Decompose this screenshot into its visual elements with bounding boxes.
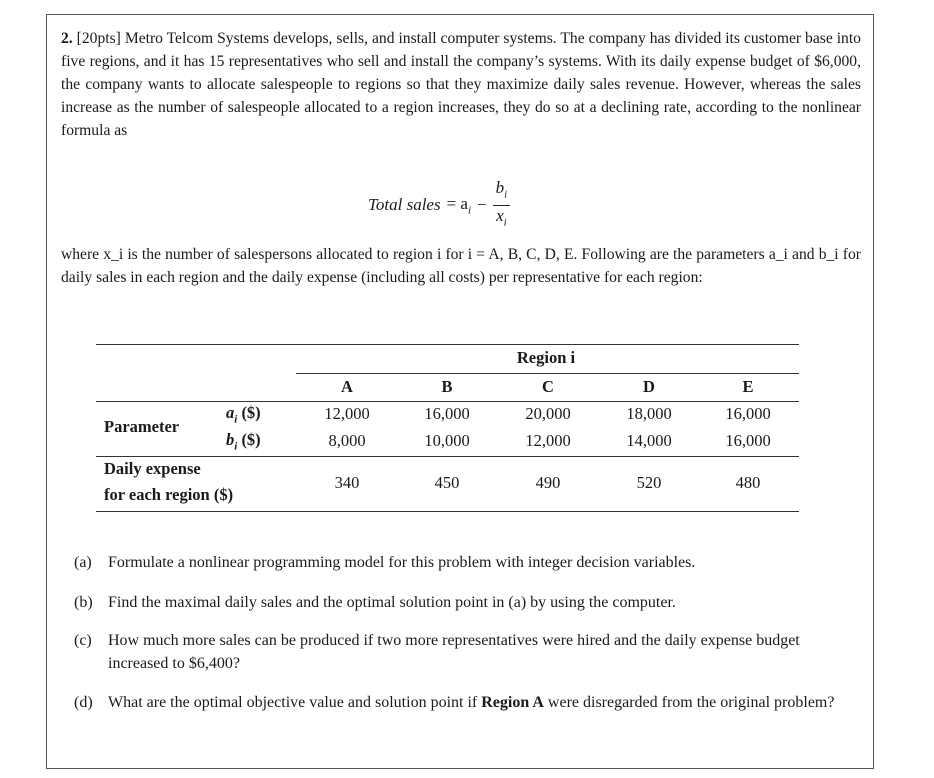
region-c-header: C (542, 377, 554, 396)
params-text: where x_i is the number of salespersons allocated to region i for i = A, B, C, D, E. Following are the parameters a_i and b_i for daily sales in each region and the daily expense (including all costs) per representative for each region: (61, 246, 861, 286)
region-rule (296, 373, 799, 374)
question-a: (a) Formulate a nonlinear programming model for this problem with integer decision variables. (74, 554, 696, 571)
expense-value-b: 450 (434, 473, 460, 492)
a-value-b: 16,000 (424, 404, 470, 423)
b-value-d: 14,000 (626, 431, 672, 450)
a-value-e: 16,000 (725, 404, 771, 423)
expense-label-line1: Daily expense (104, 459, 201, 478)
formula-fraction: $\frac{b_i}{x_i}$ (493, 178, 511, 232)
parameter-label: Parameter (104, 417, 180, 436)
question-d: (d) What are the optimal objective value and solution point if Region A were disregarded from the original problem? (74, 694, 835, 711)
region-e-header: E (742, 377, 754, 396)
table-bottom-rule (96, 511, 799, 512)
a-label: $a_i$ ($) (226, 403, 261, 426)
problem-number: 2. (61, 30, 73, 47)
region-b-header: B (441, 377, 453, 396)
region-a-bold: Region A (481, 694, 544, 711)
question-c: (c) How much more sales can be produced if two more representatives were hired and the daily expense budget increased to $6,400? (74, 632, 800, 672)
formula-lhs: Total sales (368, 195, 441, 214)
expense-value-d: 520 (636, 473, 662, 492)
formula-minus: − (477, 195, 487, 214)
region-group-header: Region i (516, 348, 576, 367)
expense-value-c: 490 (535, 473, 561, 492)
problem-points: [20pts] (76, 30, 121, 47)
total-sales-formula (368, 178, 510, 228)
b-value-e: 16,000 (725, 431, 771, 450)
a-value-c: 20,000 (525, 404, 571, 423)
a-value-a: 12,000 (324, 404, 370, 423)
table-top-rule (96, 344, 799, 345)
b-label: $b_i$ ($) (226, 430, 261, 453)
formula-eq: = $a_i$ (446, 193, 472, 217)
region-a-header: A (341, 377, 353, 396)
a-value-d: 18,000 (626, 404, 672, 423)
b-value-c: 12,000 (525, 431, 571, 450)
b-value-b: 10,000 (424, 431, 470, 450)
expense-value-a: 340 (334, 473, 360, 492)
param-rule (96, 456, 799, 457)
region-d-header: D (643, 377, 655, 396)
problem-intro-text: Metro Telcom Systems develops, sells, and install computer systems. The company has divided its customer base into five regions, and it has 15 representatives who sell and install the company’s systems. With its daily expense budget of $6,000, the company wants to allocate salespeople to regions so that they maximize daily sales revenue. However, whereas the sales increase as the number of salespeople allocated to a region increases, they do so at a declining rate, according to the nonlinear formula as (61, 30, 861, 139)
problem-intro (61, 27, 861, 142)
expense-label-line2: for each region ($) (104, 485, 234, 504)
expense-value-e: 480 (735, 473, 761, 492)
header-rule (96, 401, 799, 402)
question-b: (b) Find the maximal daily sales and the optimal solution point in (a) by using the computer. (74, 594, 676, 611)
b-value-a: 8,000 (328, 431, 366, 450)
